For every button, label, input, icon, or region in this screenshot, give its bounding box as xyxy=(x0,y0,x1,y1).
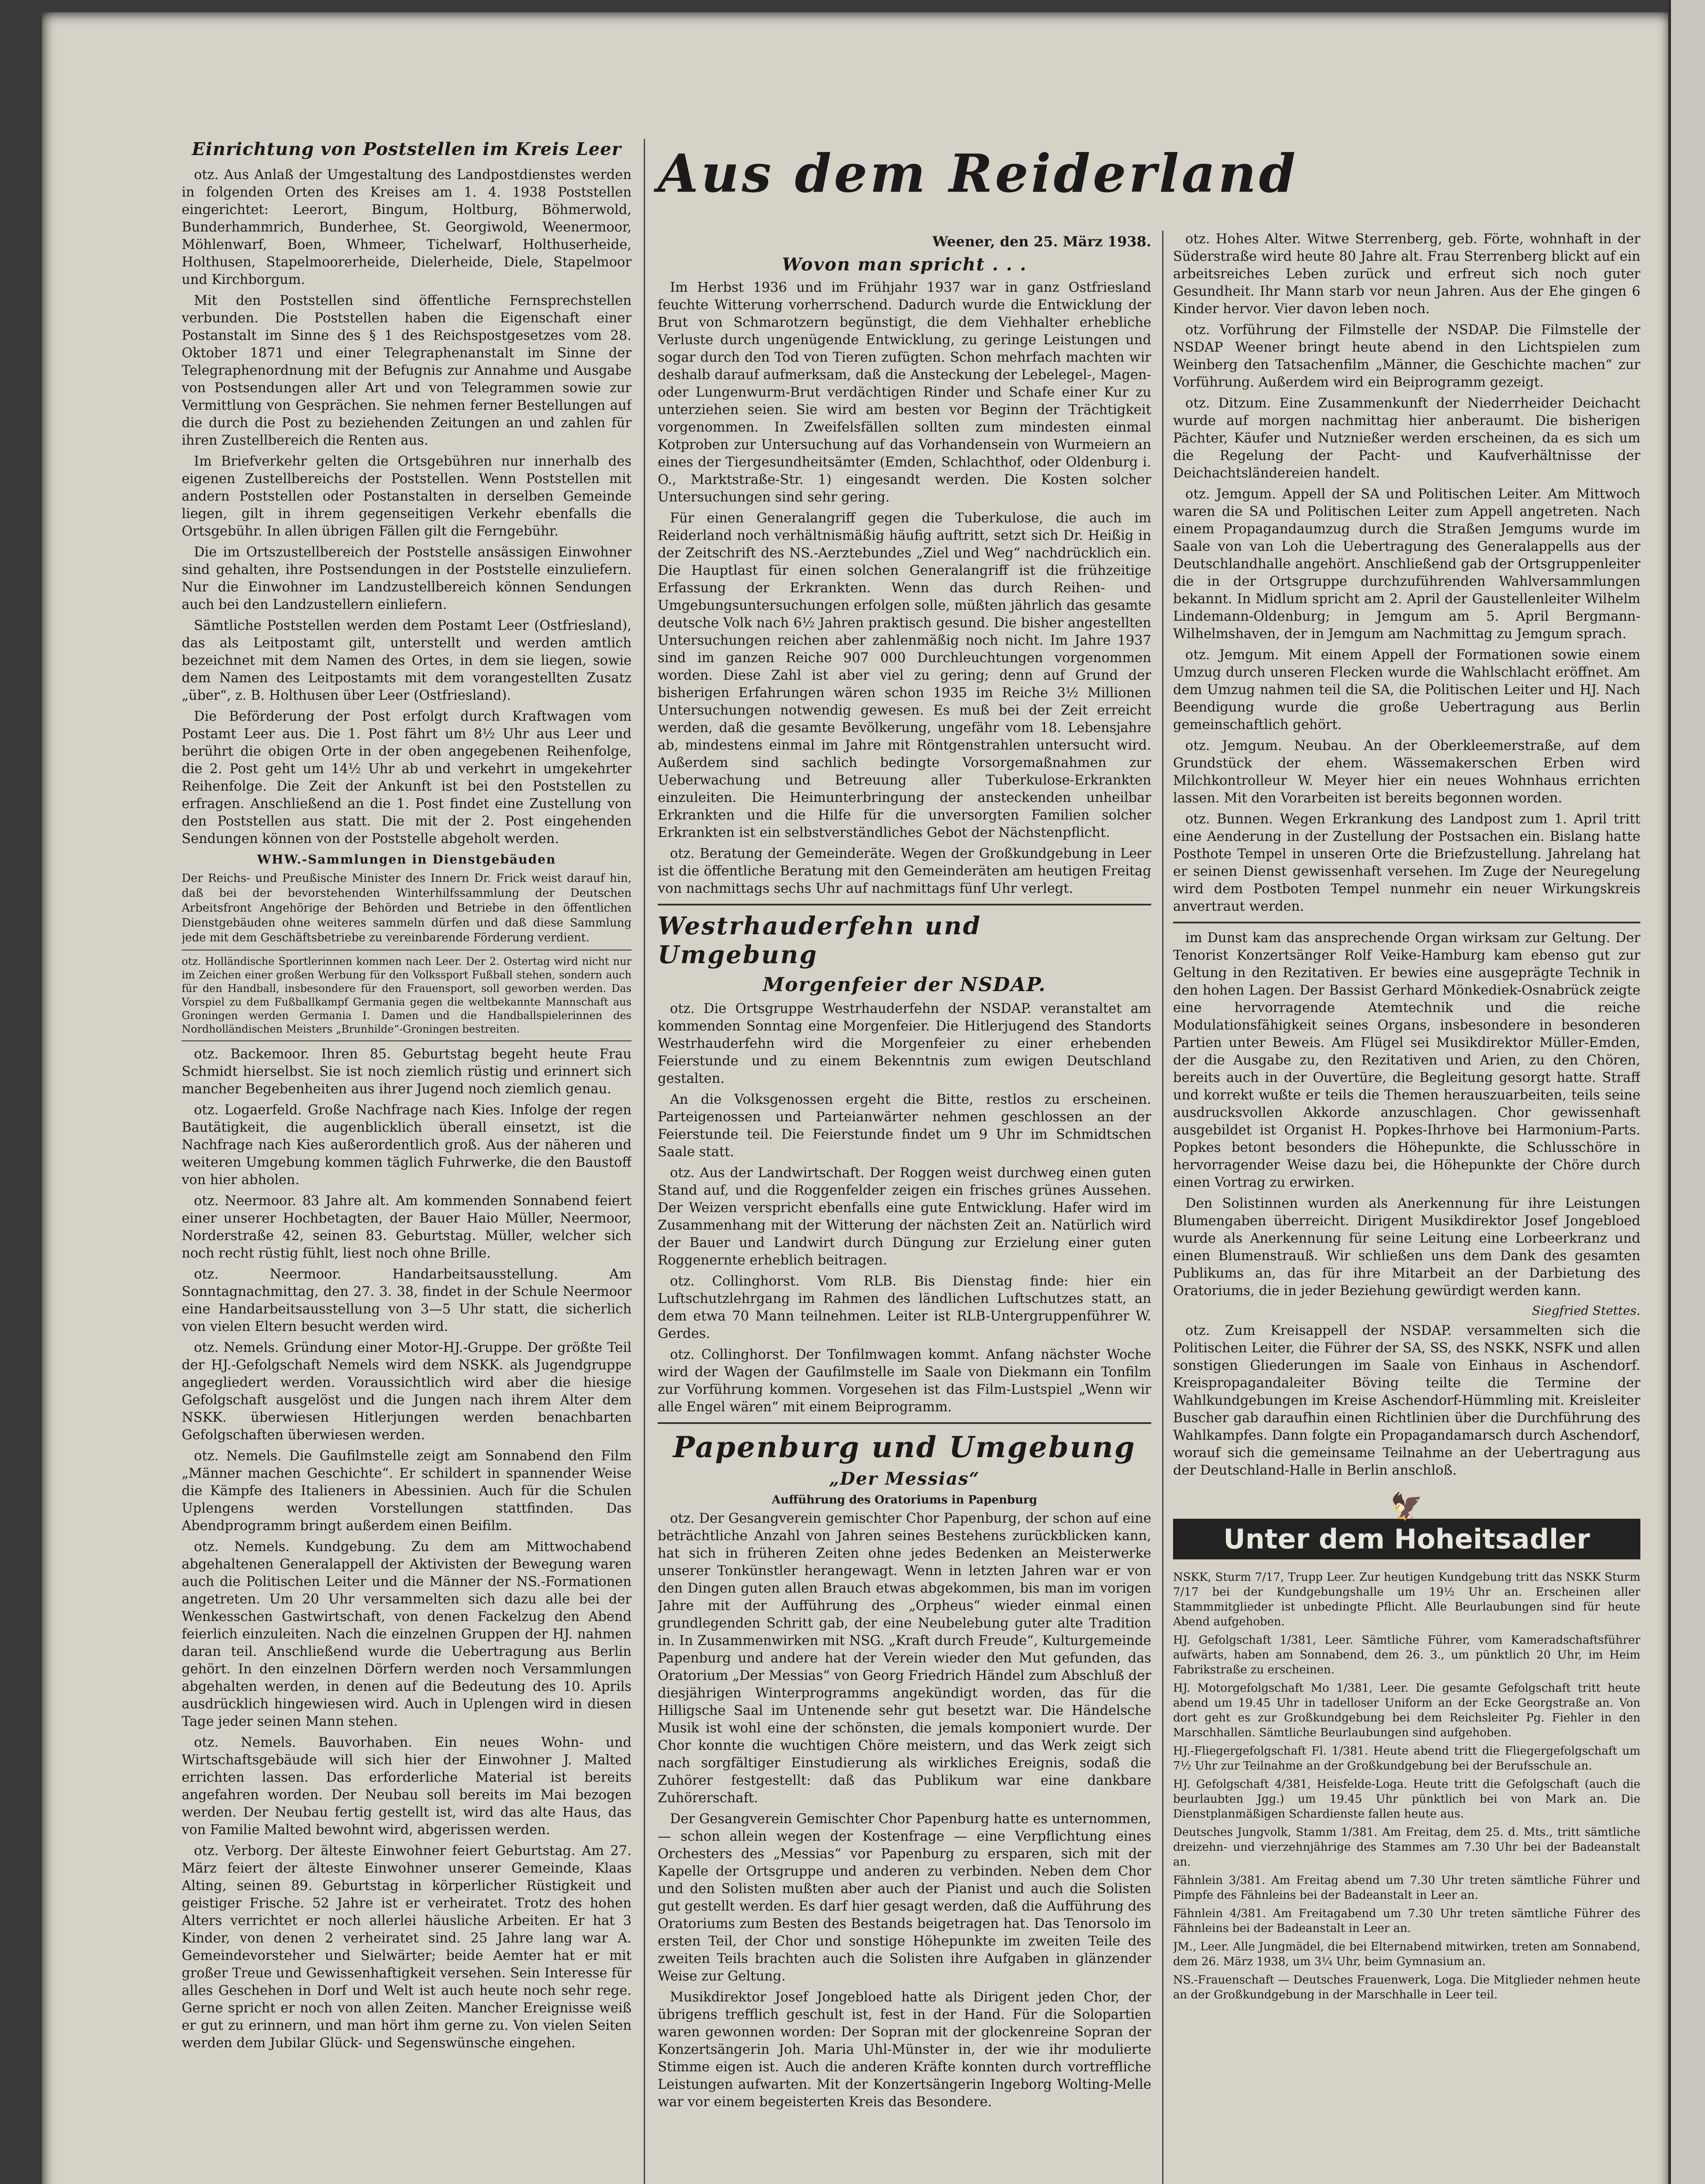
article-paragraph: Mit den Poststellen sind öffentliche Fernsprechstellen verbunden. Die Poststellen haben die Eigenschaft einer Postanstalt im Sinne des § 1 des Reichspostgesetzes vom 28. Oktober 1871 und einer Telegraphenanstalt im Sinne der Telegraphenordnung mit der Befugnis zur Annahme und Ausgabe von Postsendungen aller Art und von Telegrammen sowie zur Vermittlung von Gesprächen. Sie nehmen ferner Bestellungen auf die durch die Post zu beziehenden Zeitungen an und zahlen für ihren Zustellbereich die Renten aus. xyxy=(182,293,632,448)
news-item: otz. Backemoor. Ihren 85. Geburtstag begeht heute Frau Schmidt hierselbst. Sie ist noch ziemlich rüstig und erinnert sich mancher Begebenheiten aus ihrer Jugend noch ziemlich genau. xyxy=(182,1047,632,1097)
article-paragraph: An die Volksgenossen ergeht die Bitte, restlos zu erscheinen. Parteigenossen und Parteianwärter nehmen geschlossen an der Feierstunde teil. Die Feierstunde findet um 9 Uhr im Schmidtschen Saale statt. xyxy=(658,1092,1151,1160)
section-banner xyxy=(1173,1491,1640,1559)
notice-item: Fähnlein 3/381. Am Freitag abend um 7.30 Uhr treten sämtliche Führer und Pimpfe des Fähnleins bei der Badeanstalt in Leer an. xyxy=(1173,1874,1640,1902)
article-headline: Morgenfeier der NSDAP. xyxy=(763,974,1046,996)
author-signature: Siegfried Stettes. xyxy=(1532,1303,1640,1318)
news-item: otz. Nemels. Die Gaufilmstelle zeigt am Sonnabend den Film „Männer machen Geschichte“. Er schildert in spannender Weise die Kämpfe des Italieners in Abessinien. Auch für die Schulen Uplengens werden Vorstellungen stattfinden. Das Abendprogramm bringt außerdem einen Beifilm. xyxy=(182,1448,632,1534)
notice-item: JM., Leer. Alle Jungmädel, die bei Elternabend mitwirken, treten am Sonnabend, dem 26. März 1938, um 3¼ Uhr, beim Gymnasium an. xyxy=(1173,1940,1640,1968)
article-paragraph: Die im Ortszustellbereich der Poststelle ansässigen Einwohner sind gehalten, ihre Postsendungen in der Poststelle einzuliefern. Nur die Einwohner im Landzustellbereich können Sendungen auch bei den Landzustellern einliefern. xyxy=(182,545,632,612)
eagle-emblem-icon: 🦅 xyxy=(1390,1491,1423,1522)
column-rule xyxy=(1162,231,1163,2184)
news-item: otz. Logaerfeld. Große Nachfrage nach Kies. Infolge der regen Bautätigkeit, die augenblicklich überall einsetzt, ist die Nachfrage nach Kies außerordentlich groß. Aus der näheren und weiteren Umgebung kommen täglich Fuhrwerke, die den Baustoff von hier abholen. xyxy=(182,1102,632,1188)
notice-item: HJ. Gefolgschaft 4/381, Heisfelde-Loga. Heute tritt die Gefolgschaft (auch die beurlaubten Jgg.) um 19.45 Uhr pünktlich bei von Mark an. Die Dienstplanmäßigen Schardienste fallen heute aus. xyxy=(1173,1778,1640,1821)
notice-item: NS.-Frauenschaft — Deutsches Frauenwerk, Loga. Die Mitglieder nehmen heute an der Großkundgebung in der Marschhalle in Leer teil. xyxy=(1173,1973,1640,2001)
news-item: otz. Collinghorst. Vom RLB. Bis Dienstag finde: hier ein Luftschutzlehrgang im Rahmen des ländlichen Luftschutzes statt, an dem etwa 70 Mann teilnehmen. Leiter ist RLB-Untergruppenführer W. Gerdes. xyxy=(658,1274,1151,1341)
column-rule xyxy=(644,139,645,2184)
article-paragraph: otz. Die Ortsgruppe Westrhauderfehn der NSDAP. veranstaltet am kommenden Sonntag eine Morgenfeier. Die Hitlerjugend des Standorts Westrhauderfehn wird die Morgenfeier zu einer erhebenden Feierstunde und zu einem Bekenntnis zum ewigen Deutschland gestalten. xyxy=(658,1001,1151,1086)
column-right xyxy=(1173,231,1640,2184)
column-middle xyxy=(658,231,1151,2184)
banner-title: Unter dem Hoheitsadler xyxy=(1223,1523,1590,1555)
article-paragraph: otz. Der Gesangverein gemischter Chor Papenburg, der schon auf eine beträchtliche Anzahl von Jahren seines Bestehens zurückblicken kann, hat sich in früheren Zeiten ohne jedes Bedenken an Meisterwerke unserer Tonkünstler herangewagt. Wenn in letzten Jahren war er von den Dingen guten allen Brauch etwas abgekommen, bis man im vorigen Jahre mit der Aufführung des „Orpheus“ wieder einmal einen grundlegenden Schritt gab, der eine Neubelebung guter alte Tradition in. In Zusammenwirken mit NSG. „Kraft durch Freude“, Kulturgemeinde Papenburg und andere hat der Verein wieder den Mut gefunden, das Oratorium „Der Messias“ von Georg Friedrich Händel zum Abschluß der diesjährigen Winterprogramms angekündigt worden, das für die Hilligsche Saal im Untenende sehr gut besetzt war. Die Händelsche Musik ist wohl eine der schönsten, die jemals komponiert wurde. Der Chor konnte die wuchtigen Chöre meistern, und das Werk zeigt sich nach sorgfältiger Einstudierung als wirkliches Ereignis, sodaß die Zuhörer festgestellt: daß das Publikum war eine dankbare Zuhörerschaft. xyxy=(658,1511,1151,1806)
article-headline: „Der Messias“ xyxy=(829,1469,980,1489)
article-subheadline: Aufführung des Oratoriums in Papenburg xyxy=(772,1493,1037,1507)
section-heading: Papenburg und Umgebung xyxy=(673,1430,1136,1464)
notice-item: HJ.-Fliegergefolgschaft Fl. 1/381. Heute abend tritt die Fliegergefolgschaft um 7½ Uhr zur Teilnahme an der Großkundgebung bei der Berufsschule an. xyxy=(1173,1745,1640,1773)
newspaper-page xyxy=(42,12,1671,2184)
news-item: otz. Holländische Sportlerinnen kommen nach Leer. Der 2. Ostertag wird nicht nur im Zeichen einer großen Werbung für den Volkssport Fußball stehen, sondern auch für den Handball, insbesondere für den Frauensport, soll geworben werden. Das Vorspiel zu dem Fußballkampf Germania gegen die weltbekannte Mannschaft aus Groningen werden Germania I. Damen und die Handballspielerinnen des Nordholländischen Meisters „Brunhilde“-Groningen bestreiten. xyxy=(182,955,632,1035)
news-item: otz. Neermoor. 83 Jahre alt. Am kommenden Sonnabend feiert einer unserer Hochbetagten, der Bauer Haio Müller, Neermoor, Norderstraße 42, seinen 83. Geburtstag. Müller, welcher sich noch recht rüstig fühlt, liest noch ohne Brille. xyxy=(182,1193,632,1261)
news-item: otz. Jemgum. Appell der SA und Politischen Leiter. Am Mittwoch waren die SA und Politischen Leiter zum Appell angetreten. Nach einem Propagandaumzug durch die Straßen Jemgums wurde im Saale von van Loh die Uebertragung des Generalappells aus der Deutschlandhalle angehört. Anschließend gab der Ortsgruppenleiter die in der Ortsgruppe durchzuführenden Wahlversammlungen bekannt. In Midlum spricht am 2. April der Gaustellenleiter Wilhelm Lindemann-Oldenburg; in Jemgum am 5. April Bergmann-Wilhelmshaven, der in Jemgum am Nachmittag zu Jemgum sprach. xyxy=(1173,487,1640,642)
news-item: otz. Beratung der Gemeinderäte. Wegen der Großkundgebung in Leer ist die öffentliche Beratung mit den Gemeinderäten am heutigen Freitag von nachmittags sechs Uhr auf nachmittags fünf Uhr verlegt. xyxy=(658,846,1151,896)
news-item: otz. Jemgum. Neubau. An der Oberkleemerstraße, auf dem Grundstück der ehem. Wässemakerschen Erben wird Milchkontrolleur W. Meyer hier ein neues Wohnhaus errichten lassen. Mit den Vorarbeiten ist bereits begonnen worden. xyxy=(1173,738,1640,806)
news-item: otz. Bunnen. Wegen Erkrankung des Landpost zum 1. April tritt eine Aenderung in der Zustellung der Postsachen ein. Bislang hatte Posthote Tempel in unseren Orte die Briefzustellung. Jahrelang hat er seinen Dienst gewissenhaft versehen. Im Zuge der Neuregelung wird dem Postboten Tempel nunmehr ein neuer Wirkungskreis anvertraut werden. xyxy=(1173,812,1640,914)
notice-item: Fähnlein 4/381. Am Freitagabend um 7.30 Uhr treten sämtliche Führer des Fähnleins bei der Badeanstalt in Leer an. xyxy=(1173,1907,1640,1935)
divider xyxy=(658,904,1151,905)
article-paragraph: otz. Aus Anlaß der Umgestaltung des Landpostdienstes werden in folgenden Orten des Kreises am 1. 4. 1938 Poststellen eingerichtet: Leerort, Bingum, Holtburg, Böhmerwold, Bunderhammrich, Bunderhee, St. Georgiwold, Weenermoor, Möhlenwarf, Boen, Whmeer, Tichelwarf, Holthuserheide, Holthusen, Stapelmoorerheide, Dielerheide, Diele, Stapelmoor und Kirchborgum. xyxy=(182,167,632,287)
notice-item: Deutsches Jungvolk, Stamm 1/381. Am Freitag, dem 25. d. Mts., tritt sämtliche dreizehn- und vierzehnjährige des Stammes am 7.30 Uhr bei der Badeanstalt an. xyxy=(1173,1826,1640,1869)
article-paragraph: Der Gesangverein Gemischter Chor Papenburg hatte es unternommen, — schon allein wegen der Kostenfrage — eine Verpflichtung eines Orchesters des „Messias“ vor Papenburg zu ersparen, sich mit der Kapelle der Ortsgruppe und anderen zu verbinden. Neben dem Chor und den Solisten mußten aber auch der Pianist und auch die Solisten gut gestellt werden. Es darf hier gesagt werden, daß die Aufführung des Oratoriums zum Besten des Bestands beigetragen hat. Das Tenorsolo im ersten Teil, der Chor und sonstige Höhepunkte im zweiten Teile des zweiten Teils brachten auch die Solisten ihre Aufgaben in glänzender Weise zur Geltung. xyxy=(658,1811,1151,1984)
news-item: otz. Nemels. Bauvorhaben. Ein neues Wohn- und Wirtschaftsgebäude will sich hier der Einwohner J. Malted errichten lassen. Das erforderliche Material ist bereits angefahren worden. Der Neubau soll bereits im Mai bezogen werden. Der Neubau fertig gestellt ist, wird das alte Haus, das von Familie Malted bewohnt wird, abgerissen werden. xyxy=(182,1735,632,1838)
article-headline: Wovon man spricht . . . xyxy=(782,254,1027,275)
divider xyxy=(182,1040,632,1041)
article-paragraph: Sämtliche Poststellen werden dem Postamt Leer (Ostfriesland), das als Leitpostamt gilt, unterstellt und werden amtlich bezeichnet mit dem Namen des Ortes, in dem sie liegen, sowie dem Namen des Leitpostamts mit dem vorangestellten Zusatz „über“, z. B. Holthusen über Leer (Ostfriesland). xyxy=(182,618,632,703)
article-paragraph: Für einen Generalangriff gegen die Tuberkulose, die auch im Reiderland noch verhältnismäßig häufig auftritt, setzt sich Dr. Heißig in der Zeitschrift des NS.-Aerztebundes „Ziel und Weg“ nachdrücklich ein. Die Hauptlast für einen solchen Generalangriff ist die frühzeitige Erfassung der Erkrankten. Wenn das durch Reihen- und Umgebungsuntersuchungen erfolgen solle, müßten jährlich das gesamte deutsche Volk nach 6½ Jahren praktisch gesund. Die bisher angestellten Untersuchungen reichen aber zahlenmäßig noch nicht. Im Jahre 1937 sind im ganzen Reiche 907 000 Durchleuchtungen vorgenommen worden. Diese Zahl ist aber viel zu gering; denn auf Grund der bisherigen Erfahrungen wären schon 1935 im Reiche 3½ Millionen Untersuchungen notwendig gewesen. Es muß bei der Zeit erreicht werden, daß die gesamte Bevölkerung, ungefähr vom 18. Lebensjahre ab, mindestens einmal im Jahre mit Röntgenstrahlen untersucht wird. Außerdem sind sachlich bedingte Vorsorgemaßnahmen zur Ueberwachung und Betreuung aller Tuberkulose-Erkrankten einzuleiten. Die Heimunterbringung der ansteckenden unheilbar Erkrankten und die Hilfe für die unversorgten Familien solcher Erkrankten ist ein selbstverständliches Gebot der Nächstenpflicht. xyxy=(658,511,1151,840)
divider xyxy=(1173,922,1640,923)
article-headline: Einrichtung von Poststellen im Kreis Leer xyxy=(192,139,621,159)
news-item: otz. Hohes Alter. Witwe Sterrenberg, geb. Förte, wohnhaft in der Süderstraße wird heute 80 Jahre alt. Frau Sterrenberg blickt auf ein arbeitsreiches Leben zurück und erfreut sich noch guter Gesundheit. Ihr Mann starb vor neun Jahren. Aus der Ehe gingen 6 Kinder hervor. Vier davon leben noch. xyxy=(1173,232,1640,317)
news-item: otz. Jemgum. Mit einem Appell der Formationen sowie einem Umzug durch unseren Flecken wurde die Wahlschlacht eröffnet. Am dem Umzug nahmen teil die SA, die Politischen Leiter und HJ. Nach Beendigung wurde die große Uebertragung aus Berlin gemeinschaftlich gehört. xyxy=(1173,647,1640,733)
article-subheadline: WHW.-Sammlungen in Dienstgebäuden xyxy=(257,852,556,867)
section-masthead xyxy=(658,143,1640,204)
column-left xyxy=(182,139,632,2184)
news-item: otz. Collinghorst. Der Tonfilmwagen kommt. Anfang nächster Woche wird der Wagen der Gaufilmstelle im Saale von Diekmann ein Tonfilm zur Vorführung kommen. Vorgesehen ist das Film-Lustspiel „Wenn wir alle Engel wären“ mit einem Beiprogramm. xyxy=(658,1347,1151,1415)
news-item: otz. Zum Kreisappell der NSDAP. versammelten sich die Politischen Leiter, die Führer der SA, SS, des NSKK, NSFK und allen sonstigen Gliederungen im Saale von Einhaus in Aschendorf. Kreispropagandaleiter Böving teilte die Termine der Wahlkundgebungen im Kreise Aschendorf-Hümmling mit. Kreisleiter Buscher gab daraufhin einen Richtlinien über die Durchführung des Wahlkampfes. Dann folgte ein Propagandamarsch durch Aschendorf, worauf sich die gemeinsame Teilnahme an der Uebertragung aus der Deutschland-Halle in Berlin anschloß. xyxy=(1173,1323,1640,1478)
article-paragraph: Den Solistinnen wurden als Anerkennung für ihre Leistungen Blumengaben überreicht. Dirigent Musikdirektor Josef Jongebloed wurde als Anerkennung für seine Leitung eine Lorbeerkranz und einen Blumenstrauß. Wir schließen uns dem Dank des gesamten Publikums an, das für ihre Mitarbeit an der Darbietung des Oratoriums, die in jeder Beziehung gewürdigt werden kann. xyxy=(1173,1196,1640,1299)
news-item: otz. Vorführung der Filmstelle der NSDAP. Die Filmstelle der NSDAP Weener bringt heute abend in den Lichtspielen zum Weinberg den Tatsachenfilm „Männer, die Geschichte machen“ zur Vorführung. Außerdem wird ein Beiprogramm gezeigt. xyxy=(1173,322,1640,390)
article-paragraph: Die Beförderung der Post erfolgt durch Kraftwagen vom Postamt Leer aus. Die 1. Post fährt um 8½ Uhr aus Leer und berührt die obigen Orte in der oben angegebenen Reihenfolge, die 2. Post geht um 14½ Uhr ab und verkehrt in umgekehrter Reihenfolge. Die Zeit der Ankunft ist bei den Poststellen zu erfragen. Anschließend an die 1. Post findet eine Zustellung von den Poststellen aus statt. Die mit der 2. Post eingehenden Sendungen können von der Poststelle abgeholt werden. xyxy=(182,709,632,847)
divider xyxy=(658,1422,1151,1424)
article-paragraph: Im Briefverkehr gelten die Ortsgebühren nur innerhalb des eigenen Zustellbereichs der Poststellen. Wenn Poststellen mit andern Poststellen oder Postanstalten in derselben Gemeinde liegen, gilt in ihrem gegenseitigen Verkehr ebenfalls die Ortsgebühr. In allen übrigen Fällen gilt die Ferngebühr. xyxy=(182,454,632,539)
article-paragraph: Im Herbst 1936 und im Frühjahr 1937 war in ganz Ostfriesland feuchte Witterung vorherrschend. Dadurch wurde die Entwicklung der Brut von Schmarotzern begünstigt, die dem Viehhalter erhebliche Verluste durch ungenügende Entwicklung, zu geringe Leistungen und sogar durch den Tod von Tieren zufügten. Schon mehrfach machten wir deshalb darauf aufmerksam, daß die Ansteckung der Lebelegel-, Magen- oder Lungenwurm-Brut verdächtigen Rinder und Schafe einer Kur zu unterziehen seien. Sie wird am besten vor Beginn der Trächtigkeit vorgenommen. In Zweifelsfällen sollten zum mindesten einmal Kotproben zur Untersuchung auf das Vorhandensein von Wurmeiern an eines der Tiergesundheitsämter (Emden, Schlachthof, oder Oldenburg i. O., Marktstraße-Str. 1) eingesandt werden. Die Kosten solcher Untersuchungen sind sehr gering. xyxy=(658,280,1151,505)
news-item: otz. Ditzum. Eine Zusammenkunft der Niederrheider Deichacht wurde auf morgen nachmittag hier anberaumt. Die bisherigen Pächter, Käufer und Nutznießer werden erscheinen, da es sich um die Regelung der Pacht- und Kaufverhältnisse der Deichachtsländereien handelt. xyxy=(1173,396,1640,481)
article-paragraph: Musikdirektor Josef Jongebloed hatte als Dirigent jeden Chor, der übrigens trefflich geschult ist, fest in der Hand. Für die Solopartien waren gewonnen worden: Der Sopran mit der glockenreine Sopran der Konzertsängerin Joh. Maria Uhl-Münster in, der wie ihr modulierte Stimme eigen ist. Auch die anderen Kräfte konnten durch vortreffliche Leistungen aufwarten. Mit der Konzertsängerin Ingeborg Wolting-Melle war vor einem begeisterten Kreis das Besondere. xyxy=(658,1990,1151,2110)
section-title: Aus dem Reiderland xyxy=(658,143,1298,204)
adjacent-page-edge xyxy=(1668,0,1705,2184)
notice-item: HJ. Gefolgschaft 1/381, Leer. Sämtliche Führer, vom Kameradschaftsführer aufwärts, haben am Sonnabend, dem 26. 3., um pünktlich 20 Uhr, im Heim Fabrikstraße zu erscheinen. xyxy=(1173,1634,1640,1676)
article-paragraph: Der Reichs- und Preußische Minister des Innern Dr. Frick weist darauf hin, daß bei der bevorstehenden Winterhilfssammlung der Deutschen Arbeitsfront Angehörige der Behörden und Betriebe in den öffentlichen Dienstgebäuden ohne weiteres sammeln dürfen und daß diese Sammlung jede mit dem Geschäftsbetriebe zu vereinbarende Förderung verdient. xyxy=(182,872,632,944)
notice-item: NSKK, Sturm 7/17, Trupp Leer. Zur heutigen Kundgebung tritt das NSKK Sturm 7/17 bei der Kundgebungshalle um 19½ Uhr an. Erscheinen aller Stammmitglieder ist unbedingte Pflicht. Alle Beurlaubungen sind für heute Abend aufgehoben. xyxy=(1173,1571,1640,1628)
section-heading: Westrhauderfehn und Umgebung xyxy=(658,912,982,969)
news-item: otz. Aus der Landwirtschaft. Der Roggen weist durchweg einen guten Stand auf, und die Roggenfelder zeigen ein frisches grünes Aussehen. Der Weizen verspricht ebenfalls eine gute Entwicklung. Hafer wird im Zusammenhang mit der Witterung der nächsten Zeit an. Natürlich wird der Bauer und Landwirt durch Düngung zur Erzielung einer guten Roggenernte erheblich beitragen. xyxy=(658,1165,1151,1268)
news-item: otz. Nemels. Gründung einer Motor-HJ.-Gruppe. Der größte Teil der HJ.-Gefolgschaft Nemels wird dem NSKK. als Jugendgruppe angegliedert werden. Voraussichtlich wird aber die hiesige Gefolgschaft ausgelöst und die Jungen nach ihrem Alter dem NSKK. überwiesen Hitlerjungen werden benachbarten Gefolgschaften überwiesen werden. xyxy=(182,1340,632,1443)
news-item: otz. Nemels. Kundgebung. Zu dem am Mittwochabend abgehaltenen Generalappell der Aktivisten der Bewegung waren auch die Politischen Leiter und die Männer der NS.-Formationen angetreten. Um 20 Uhr versammelten sich dazu alle bei der Wenkesschen Gastwirtschaft, von denen Fackelzug den Abend feierlich einzuleiten. Nach die einzelnen Gruppen der HJ. nahmen daran teil. Anschließend wurde die Uebertragung aus Berlin gehört. In den einzelnen Dörfern werden noch Versammlungen abgehalten werden, in denen auf die Bedeutung des 10. Aprils ausdrücklich hingewiesen wird. Auch in Uplengen wird in diesen Tage jeder seinen Mann stehen. xyxy=(182,1539,632,1729)
notice-item: HJ. Motorgefolgschaft Mo 1/381, Leer. Die gesamte Gefolgschaft tritt heute abend um 19.45 Uhr in tadelloser Uniform an der Ecke Georgstraße an. Von dort geht es zur Großkundgebung bei dem Reichsleiter Pg. Fiehler in den Marschhallen. Sämtliche Beurlaubungen sind aufgehoben. xyxy=(1173,1682,1640,1739)
news-item: otz. Neermoor. Handarbeitsausstellung. Am Sonntagnachmittag, den 27. 3. 38, findet in der Schule Neermoor eine Handarbeitsausstellung von 3—5 Uhr statt, die sicherlich von vielen Eltern besucht werden wird. xyxy=(182,1267,632,1334)
article-paragraph: im Dunst kam das ansprechende Organ wirksam zur Geltung. Der Tenorist Konzertsänger Rolf Veike-Hamburg kam ebenso gut zur Geltung in den Rezitativen. Er bewies eine ausgeprägte Technik in den hohen Lagen. Der Bassist Gerhard Mönkediek-Osnabrück zeigte eine hervorragende Atemtechnik und die reiche Modulationsfähigkeit seines Organs, insbesondere in besonderen Partien unter Beweis. Am Flügel sei Musikdirektor Müller-Emden, der die Ausgabe zu, den Rezitativen und Arien, zu den Chören, bereits auch in der Ouvertüre, die Begleitung gesorgt hatte. Straff und korrekt wußte er teils die Themen herauszuarbeiten, teils seine ausdrucksvollen Akkorde anzuschlagen. Chor gewissenhaft ausgebildet ist Organist H. Popkes-Ihrhove bei Harmonium-Parts. Popkes betont besonders die Höhepunkte, die Schlusschöre in hervorragender Weise dazu bei, die Höhepunkte der Chöre durch einen Vortrag zu erwirken. xyxy=(1173,930,1640,1190)
dateline: Weener, den 25. März 1938. xyxy=(932,233,1151,250)
news-item: otz. Verborg. Der älteste Einwohner feiert Geburtstag. Am 27. März feiert der älteste Einwohner unserer Gemeinde, Klaas Alting, seinen 89. Geburtstag in körperlicher Rüstigkeit und geistiger Frische. 52 Jahre ist er verheiratet. Trotz des hohen Alters verrichtet er noch allerlei häusliche Arbeiten. Er hat 3 Kinder, von denen 2 verheiratet sind. 25 Jahre lang war A. Gemeindevorsteher und Sielwärter; beide Aemter hat er mit großer Treue und Gewissenhaftigkeit versehen. Sein Interesse für alles Geschehen in Dorf und Welt ist auch heute noch sehr rege. Gerne spricht er noch von allen Zeiten. Mancher Ereignisse weiß er gut zu erinnern, und man hört ihm gerne zu. Von vielen Seiten werden dem Jubilar Glück- und Segenswünsche eingehen. xyxy=(182,1843,632,2051)
